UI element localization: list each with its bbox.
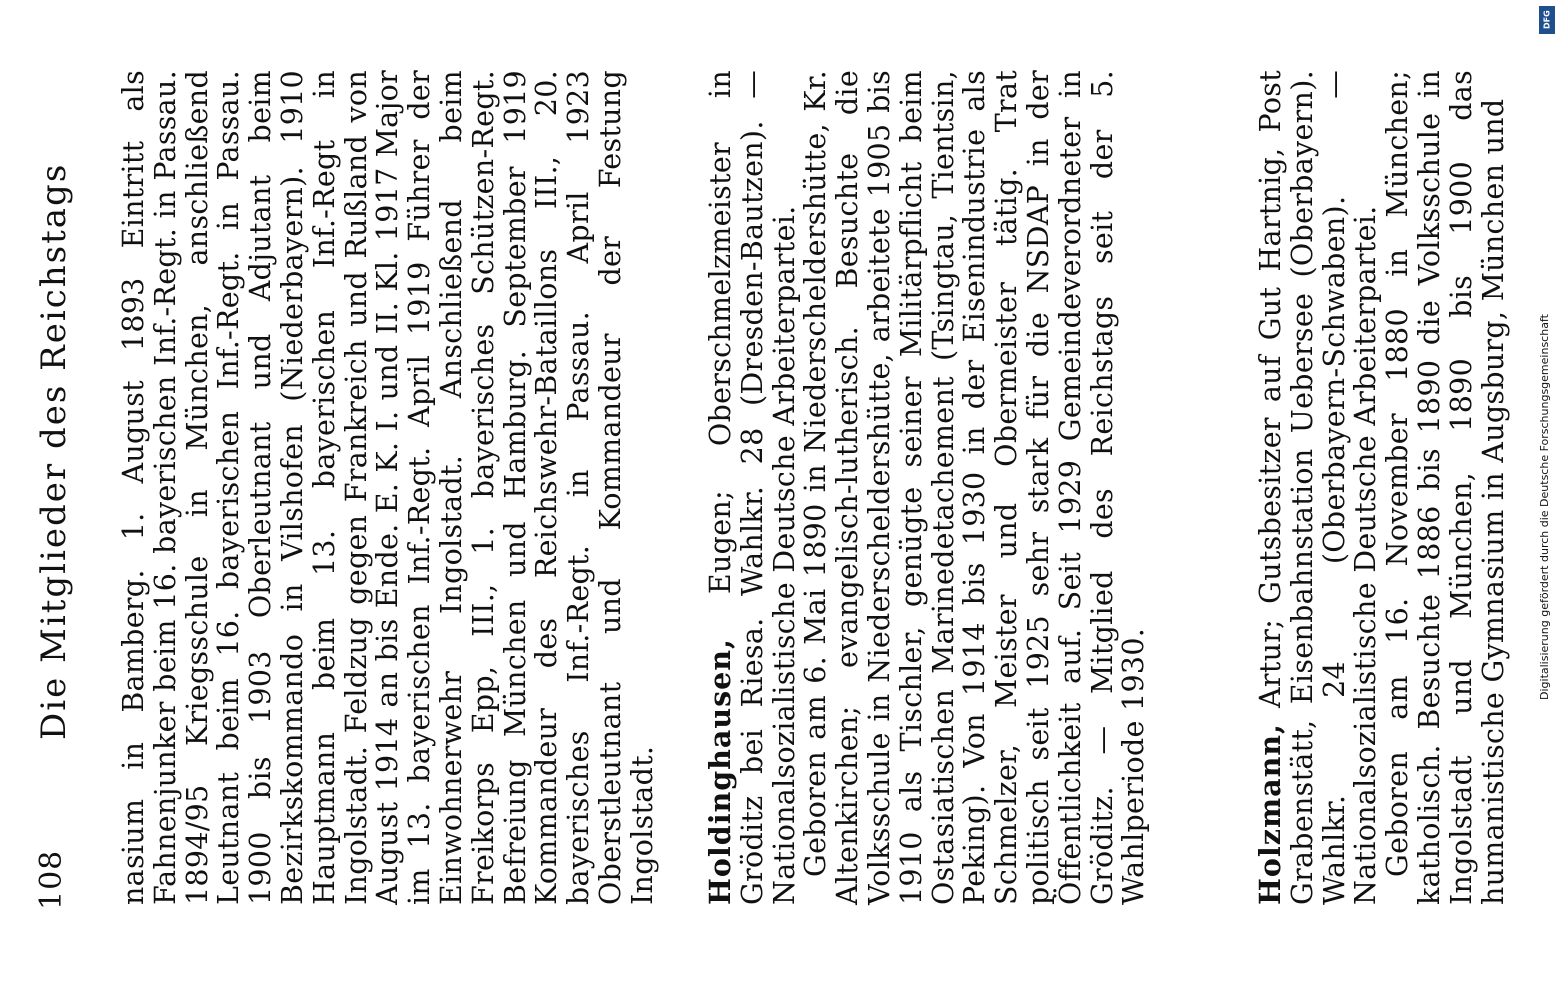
entry-name: Holdinghausen, xyxy=(703,638,737,905)
digitization-note: Digitalisierung gefördert durch die Deutsche Forschungsgemeinschaft xyxy=(1538,314,1551,700)
entry-continuation xyxy=(118,70,659,905)
entry-intro: Eugen; Oberschmelzmeister in Gröditz bei Riesa. Wahlkr. 28 (Dresden-Bautzen). — Nationalsozialistische Deutsche Arbeiterpartei. xyxy=(704,70,801,905)
continuation-paragraph: nasium in Bamberg. 1. August 1893 Eintritt als Fahnenjunker beim 16. bayerischen Inf.-Regt. in Passau. 1894/95 Kriegsschule in München, anschließend Leutnant beim 16. bayerischen Inf.-Regt. in Passau. 1900 bis 1903 Oberleutnant und Adjutant beim Bezirkskommando in Vilshofen (Niederbayern). 1910 Hauptmann beim 13. bayerischen Inf.-Regt in Ingolstadt. Feldzug gegen Frankreich und Rußland von August 1914 an bis Ende. E. K. I. und II. Kl. 1917 Major im 13. bayerischen Inf.-Regt. April 1919 Führer der Einwohnerwehr Ingolstadt. Anschließend beim Freikorps Epp, III., 1. bayerisches Schützen-Regt. Befreiung München und Hamburg. September 1919 Kommandeur des Reichswehr-Bataillons III., 20. bayerisches Inf.-Regt. in Passau. April 1923 Oberstleutnant und Kommandeur der Festung Ingolstadt. xyxy=(117,70,659,905)
entry-heading xyxy=(1255,70,1382,905)
entry-name: Holzmann, xyxy=(1253,723,1287,905)
entry-holdinghausen xyxy=(705,70,1150,905)
running-head: Die Mitglieder des Reichstags xyxy=(34,162,74,740)
dfg-logo: DFG xyxy=(1539,6,1555,34)
entry-intro: Artur; Gutsbesitzer auf Gut Hartnig, Post Grabenstätt, Eisenbahnstation Uebersee (Oberbayern). Wahlkr. 24 (Oberbayern-Schwaben). — Nationalsozialistische Deutsche Arbeiterpartei. xyxy=(1254,70,1383,905)
entry-biography: Geboren am 16. November 1880 in München; katholisch. Besuchte 1886 bis 1890 die Volksschule in Ingolstadt und München, 1890 bis 1900 das humanistische Gymnasium in Augsburg, München und xyxy=(1381,70,1510,905)
entry-biography: Geboren am 6. Mai 1890 in Niederscheldershütte, Kr. Altenkirchen; evangelisch-lutherisch. Besuchte die Volksschule in Niederscheldershütte, arbeitete 1905 bis 1910 als Tischler, genügte seiner Militärpflicht beim Ostasiatischen Marinedetachement (Tsingtau, Tientsin, Peking). Von 1914 bis 1930 in der Eisenindustrie als Schmelzer, Meister und Obermeister tätig. Trat politisch seit 1925 sehr stark für die NSDAP in der Öffentlichkeit auf. Seit 1929 Gemeindeverordneter in Gröditz. — Mitglied des Reichstags seit der 5. Wahlperiode 1930. xyxy=(799,70,1151,905)
page-header xyxy=(34,70,74,910)
entry-holzmann xyxy=(1255,70,1509,905)
entry-heading xyxy=(705,70,800,905)
page-number: 108 xyxy=(34,849,69,910)
digitization-sidebar xyxy=(1536,0,1558,1000)
